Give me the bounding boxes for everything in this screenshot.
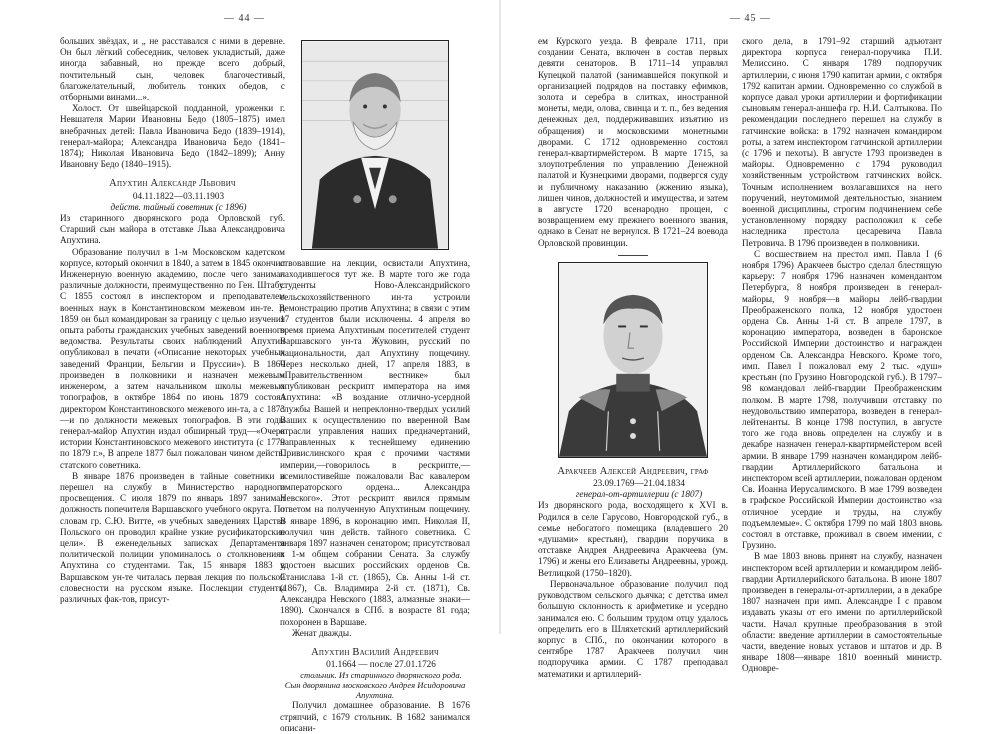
left-page <box>0 0 500 733</box>
paragraph: ского дела, в 1791–92 старший адъютант директора корпуса генерал-поручика П.И. Мелиссино. С января 1789 подпоручик артиллерии, с июня 1790 капитан армии, с октября 1792 капитан армии. Одновременно со службой в корпусе давал уроки артиллерии и фортификации сыновьям генерал-аншефа гр. Н.И. Салтыкова. По рекомендации последнего перешел на службу в гатчинские войска: в 1792 назначен командиром роты, а затем инспектором гатчинской артиллерии (с 1796 и пехоты). В августе 1793 произведен в майоры. Одновременно с 1794 руководил хозяйственным устройством гатчинских войск. Точным исполнением возлагавшихся на него поручений, неутомимой деятельностью, знанием военной дисциплины, строгим подчинением себе установленному порядку расположил к себе наследника престола цесаревича Павла Петровича. В 1796 произведен в полковники. <box>742 36 942 248</box>
text-column-2 <box>280 36 470 733</box>
entry-given-name: Василий Андреевич <box>352 646 439 658</box>
entry-dates: 01.1664 — после 27.01.1726 <box>326 659 436 670</box>
entry-surname: Апухтин <box>311 646 350 658</box>
paragraph: В мае 1803 вновь принят на службу, назначен инспектором всей артиллерии и командиром лейб-гвардии Артиллерийского батальона. В июне 1807 произведен в генералы-от-артиллерии, а в декабре 1807 назначен при имп. Александре I с правом издавать указы от его имени по артиллерийской части. Начал крупные преобразования в этой области: введение артиллерии в самостоятельные части, введение новых уставов и штатов и др. В январе 1808—январе 1810 военный министр. Одновре- <box>742 551 942 674</box>
text-column-2 <box>742 36 942 674</box>
paragraph: ствовавшие на лекции, освистали Апухтина, находившегося тут же. В марте того же года студенты Ново-Александрийского сельскохозяйственного ин-та устроили демонстрацию против Апухтина; в связи с этим 17 студентов были исключены. 4 апреля во время приема Апухтиным посетителей студент Варшавского ун-та Жуковин, русский по национальности, дал Апухтину пощечину. Через несколько дней, 17 апреля 1883, в «Правительственном вестнике» был опубликован рескрипт императора на имя Апухтина: «В воздание отлично-усердной службы Вашей и непреклонно-твердых усилий Ваших к осуществлению по вверенной Вам отрасли управления наших предначертаний, направленных к теснейшему единению Привислинского края с прочими частями империи,—говорилось в рескрипте,—всемилостивейше пожаловали Вас кавалером императорского ордена... Александра Невского». Этот рескрипт явился прямым ответом на полученную Апухтиным пощечину. В январе 1896, в коронацию имп. Николая II, получил чин действ. тайного советника. С января 1897 назначен сенатором; присутствовал в 1-м общем собрании Сената. За службу удостоен высших российских орденов Св. Станислава 1-й ст. (1865), Св. Анны 1-й ст. (1867), Св. Владимира 2-й ст. (1871), Св. Александра Невского (1883, алмазные знаки—1890). Скончался в СПб. в возрасте 81 года; похоронен в Варшаве. <box>280 258 470 627</box>
portrait-engraving <box>302 41 448 249</box>
paragraph: Первоначальное образование получил под руководством сельского дьячка; с детства имел большую склонность к арифметике и усердно занимался ею. С большим трудом отцу удалось определить его в Шляхетский артиллерийский корпус в СПб., по окончании которого в сентябре 1787 Аракчеев получил чин подпоручика армии. С 1787 преподавал математики и артиллерий- <box>538 578 728 679</box>
divider <box>618 255 648 256</box>
paragraph: ем Курского уезда. В феврале 1711, при создании Сената, включен в состав первых девяти сенаторов. В 1711–14 управлял Купецкой палатой (занимавшейся покупкой и организацией подрядов на поставку ефимков, золота и серебра в слитках, иностранной монеты, меди, олова, свинца и т. п., без ведения денежных дел, поддерживавших изъятию из обращения) и московскими монетными дворами. С 1712 одновременно состоял генерал-квартирмейстером. В марте 1715, за злоупотребления по управлению Денежной палатой и Кузнецкими дворами, подвергся суду и публичному наказанию (жжению языка), лишен чинов, должностей и имущества, и затем в августе 1720 всенародно прощен, с возвращением ему прежнего военного звания, однако в Сенат не вернулся. В 1721–24 воевода Орловской провинции. <box>538 36 728 248</box>
paragraph: В январе 1876 произведен в тайные советники и перешел на службу в Министерство народного просвещения. С июля 1879 по январь 1897 занимал должность попечителя Варшавского учебного округа. По словам гр. С.Ю. Витте, «в учебных заведениях Царства Польского он проводил крайне узкие русификаторские цели». В еженедельных записках Департамента политической полиции упоминалось о столкновениях Апухтина со студентами. Так, 15 января 1883 в Варшавском ун-те читалась первая лекция по польской словесности на русском языке. Послекции студенты различных фак-тов, присут- <box>60 470 285 604</box>
entry-surname: Аракчеев <box>557 465 597 477</box>
right-page <box>500 0 1000 679</box>
paragraph: больших звёздах, и „ не расставался с ними в деревне. Он был лёгкий собеседник, человек укладистый, даже иногда забавный, но прежде всего добрый, почтительный сын, человек благочестивый, благожелательный, любитель тонких обедов, с отборными винами...». <box>60 36 285 103</box>
entry-dates: 04.11.1822—03.11.1903 <box>132 190 225 201</box>
entry-given-name: Александр Львович <box>150 178 236 190</box>
paragraph: Холост. От швейцарской подданной, уроженки г. Невшателя Марии Ивановны Бедо (1805–1875) имел внебрачных детей: Павла Ивановича Бедо (1839–1914), генерал-майора; Александра Ивановича Бедо (1841–1874); Николая Ивановича Бедо (1842–1899); Анну Ивановну Бедо (1840–1915). <box>60 103 285 170</box>
portrait-image <box>301 40 449 250</box>
portrait-lithograph <box>559 263 707 457</box>
entry-heading <box>60 178 285 189</box>
entry-given-name: Алексей Андреевич, граф <box>599 465 709 477</box>
page-number: — 44 — <box>224 13 265 24</box>
portrait-image <box>558 262 708 458</box>
entry-rank: действ. тайный советник (с 1896) <box>110 201 247 212</box>
paragraph: Получил домашнее образование. В 1676 стряпчий, с 1679 стольник. В 1682 занимался описани- <box>280 700 470 733</box>
entry-heading <box>280 647 470 658</box>
paragraph: Из старинного дворянского рода Орловской губ. Старший сын майора в отставке Льва Александровича Апухтина. <box>60 213 285 246</box>
entry-dates: 23.09.1769—21.04.1834 <box>593 478 685 489</box>
paragraph: Из дворянского рода, восходящего к XVI в. Родился в селе Гарусово, Новгородской губ., в семье небогатого помещика (владевшего 20 «душами» крестьян), гвардии поручика в отставке Андрея Андреевича Аракчеева (ум. 1796) и жены его Елизаветы Андреевны, урожд. Ветлицкой (1750–1820). <box>538 500 728 578</box>
entry-heading <box>538 466 728 477</box>
entry-rank: генерал-от-артиллерии (с 1807) <box>575 489 703 500</box>
paragraph: Женат дважды. <box>292 627 352 638</box>
paragraph: С восшествием на престол имп. Павла I (6 ноября 1796) Аракчеев быстро сделал блестящую карьеру: 7 ноября 1796 назначен комендантом Петербурга, 8 ноября произведен в генерал-майоры, 9 ноября—в майоры лейб-гвардии Преображенского полка, 12 ноября удостоен ордена Св. Анны 1-й ст. В апреле 1797, в коронацию императора, возведен в баронское Российской Империи достоинство и награжден орденом Св. Александра Невского. Кроме того, имп. Павел I пожаловал ему 2 тыс. «душ» крестьян (по Грузино Новгородской губ.). В 1797–98 командовал лейб-гвардии Преображенским полком. В марте 1798, получивши отставку по неудовольствию императора, возведен в генерал-лейтенанты. В конце 1798 поступил, в августе того же года вновь определен на службу и в декабре назначен генерал-квартирмейстером всей армии. В январе 1799 назначен командиром лейб-гвардии Артиллерийского батальона и инспектором всей артиллерии, пожалован орденом Св. Иоанна Иерусалимского. В мае 1799 возведен в графское Российской Империи достоинство «за отличное усердие и труды, на службу подъемлемые». С октября 1799 по май 1803 вновь состоял в отставке, проживал в своем имении, с Грузино. <box>742 248 942 551</box>
text-column-1 <box>60 36 285 628</box>
text-column-1 <box>538 36 728 679</box>
page-number: — 45 — <box>730 13 771 24</box>
entry-rank: стольник. Из старинного дворянского рода. Сын дворянина московского Андрея Исидоровича Апухтина. <box>284 670 466 701</box>
entry-surname: Апухтин <box>109 178 148 190</box>
paragraph: Образование получил в 1-м Московском кадетском корпусе, который окончил в 1840, а затем в 1845 окончил Инженерную военную академию, после чего занимал различные должности, преимущественно по Ген. Штабу. С 1855 состоял в инспектором и преподавателем военных наук в Константиновском межевом ин-те. В 1859 он был командирован за границу с целью изучения опыта работы гражданских учебных заведений военного ведомства. Результаты своих наблюдений Апухтин опубликовал в печати («Описание некоторых учебных заведений Франции, Бельгии и Пруссии»). В 1860 произведен в полковники и назначен межевым инженером, а затем начальником школы межевых топографов, в октябре 1864 по июнь 1879 состоял директором Константиновского межевого ин-та, а с 1873—и по должности межевых топографов. В эти годы генерал-майор Апухтин издал обширный труд—«Очерк истории Константиновского межевого института (с 1779 по 1879 г.», В апреле 1877 был пожалован чином действ. статского советника. <box>60 246 285 470</box>
